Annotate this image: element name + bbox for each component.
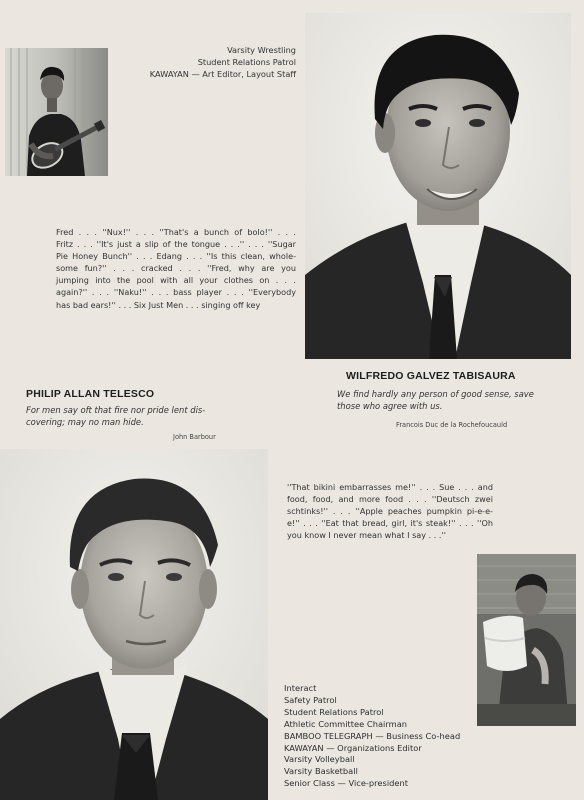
wilfredo-portrait xyxy=(305,13,571,359)
blurb-line: Fritz . . . ''It's just a slip of the tongue . . .'' . . . ''Sugar xyxy=(56,239,296,250)
blurb-line: Fred . . . ''Nux!'' . . . ''That's a bunch of bolo!'' . . . xyxy=(56,227,296,237)
activity-item: Varsity Volleyball xyxy=(284,754,355,765)
activity-item: Student Relations Patrol xyxy=(197,57,296,67)
blurb-line: has bad ears!'' . . . Six Just Men . . . singing off key xyxy=(56,299,261,310)
wilfredo-blurb xyxy=(56,226,296,311)
quote-line: We find hardly any person of good sense, save xyxy=(337,389,534,399)
activity-item: Safety Patrol xyxy=(284,694,337,705)
blurb-line: food, food, and more food . . . ''Deutsch zwei xyxy=(287,494,493,505)
volleyball-candid-photo xyxy=(477,554,576,726)
philip-name: PHILIP ALLAN TELESCO xyxy=(26,388,155,400)
quote-line: covering; may no man hide. xyxy=(26,417,144,427)
philip-quote xyxy=(26,404,276,428)
blurb-line: jumping into the pool with all your clothes on . . . xyxy=(56,275,296,286)
volleyball-illustration xyxy=(477,554,576,726)
activity-item: KAWAYAN — Organizations Editor xyxy=(284,742,422,753)
blurb-line: again?'' . . . ''Naku!'' . . . bass player . . . ''Everybody xyxy=(56,287,296,298)
wilfredo-portrait-illustration xyxy=(305,13,571,359)
activity-item: Interact xyxy=(284,683,317,693)
blurb-line: ''That bikini embarrasses me!'' . . . Sue . . . and xyxy=(287,482,493,492)
blurb-line: e!'' . . . ''Eat that bread, girl, it's steak!'' . . . ''Oh xyxy=(287,518,493,529)
blurb-line: Pie Honey Bunch'' . . . Edang . . . ''Is this clean, whole- xyxy=(56,251,296,262)
activity-item: Senior Class — Vice-president xyxy=(284,778,409,789)
philip-blurb xyxy=(287,481,493,541)
blurb-line: you know I never mean what I say . . .'' xyxy=(287,530,446,541)
guitarist-illustration xyxy=(5,48,108,176)
wilfredo-name: WILFREDO GALVEZ TABISAURA xyxy=(346,370,516,382)
activity-item: BAMBOO TELEGRAPH — Business Co-head xyxy=(284,730,461,741)
philip-portrait-illustration xyxy=(0,449,268,800)
blurb-line: some fun?'' . . . cracked . . . ''Fred, why are you xyxy=(56,263,296,274)
activity-item: Varsity Wrestling xyxy=(227,45,296,55)
activity-item: Athletic Committee Chairman xyxy=(284,718,408,729)
philip-quote-attribution: John Barbour xyxy=(173,433,216,441)
philip-activities-list xyxy=(284,683,460,790)
wilfredo-quote-attribution: Francois Duc de la Rochefoucauld xyxy=(396,421,508,429)
wilfredo-quote xyxy=(337,388,577,412)
activity-item: Student Relations Patrol xyxy=(284,706,384,717)
activity-item: KAWAYAN — Art Editor, Layout Staff xyxy=(149,69,296,79)
quote-line: For men say oft that fire nor pride lent dis- xyxy=(26,405,206,415)
blurb-line: schtinks!'' . . . ''Apple peaches pumpkin pi-e-e- xyxy=(287,506,493,517)
quote-line: those who agree with us. xyxy=(337,401,443,411)
guitarist-candid-photo xyxy=(5,48,108,176)
activity-item: Varsity Basketball xyxy=(284,766,358,777)
top-activities-list xyxy=(110,44,296,80)
philip-portrait xyxy=(0,449,268,800)
